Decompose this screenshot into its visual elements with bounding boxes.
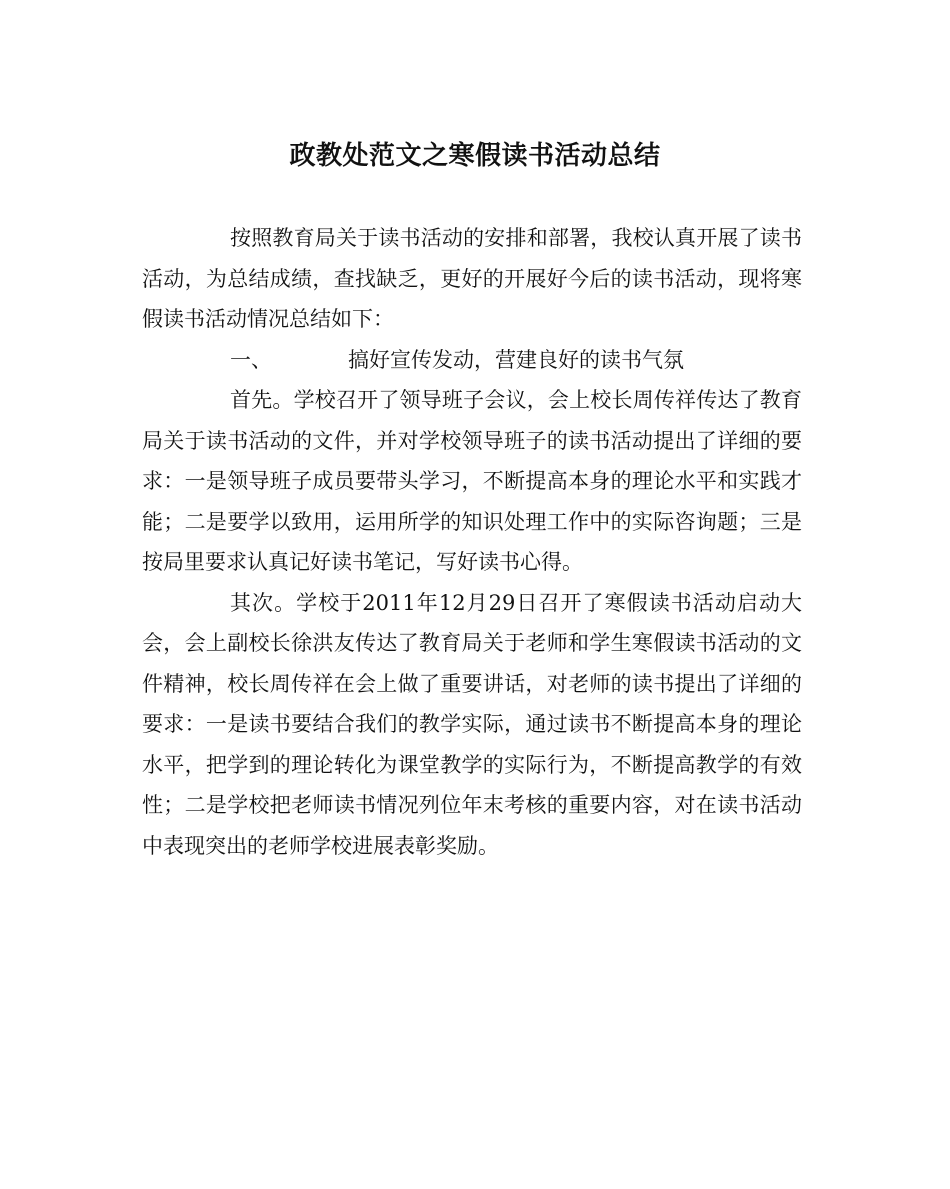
document-body: [142, 218, 802, 866]
section-heading-text: 搞好宣传发动，营建良好的读书气氛: [348, 347, 684, 372]
intro-paragraph: 按照教育局关于读书活动的安排和部署，我校认真开展了读书活动，为总结成绩，查找缺乏，更好的开展好今后的读书活动，现将寒假读书活动情况总结如下：: [142, 226, 802, 331]
section-number: 一、: [230, 347, 272, 372]
document-title: 政教处范文之寒假读书活动总结: [289, 141, 661, 171]
section-heading: [142, 340, 802, 381]
paragraph-second: 其次。学校于2011年12月29日召开了寒假读书活动启动大会，会上副校长徐洪友传达了教育局关于老师和学生寒假读书活动的文件精神，校长周传祥在会上做了重要讲话，对老师的读书提出了详细的要求：一是读书要结合我们的教学实际，通过读书不断提高本身的理论水平，把学到的理论转化为课堂教学的实际行为，不断提高教学的有效性；二是学校把老师读书情况列位年末考核的重要内容，对在读书活动中表现突出的老师学校进展表彰奖励。: [142, 590, 802, 858]
paragraph-first: 首先。学校召开了领导班子会议，会上校长周传祥传达了教育局关于读书活动的文件，并对学校领导班子的读书活动提出了详细的要求：一是领导班子成员要带头学习，不断提高本身的理论水平和实践才能；二是要学以致用，运用所学的知识处理工作中的实际咨询题；三是按局里要求认真记好读书笔记，写好读书心得。: [142, 388, 802, 574]
